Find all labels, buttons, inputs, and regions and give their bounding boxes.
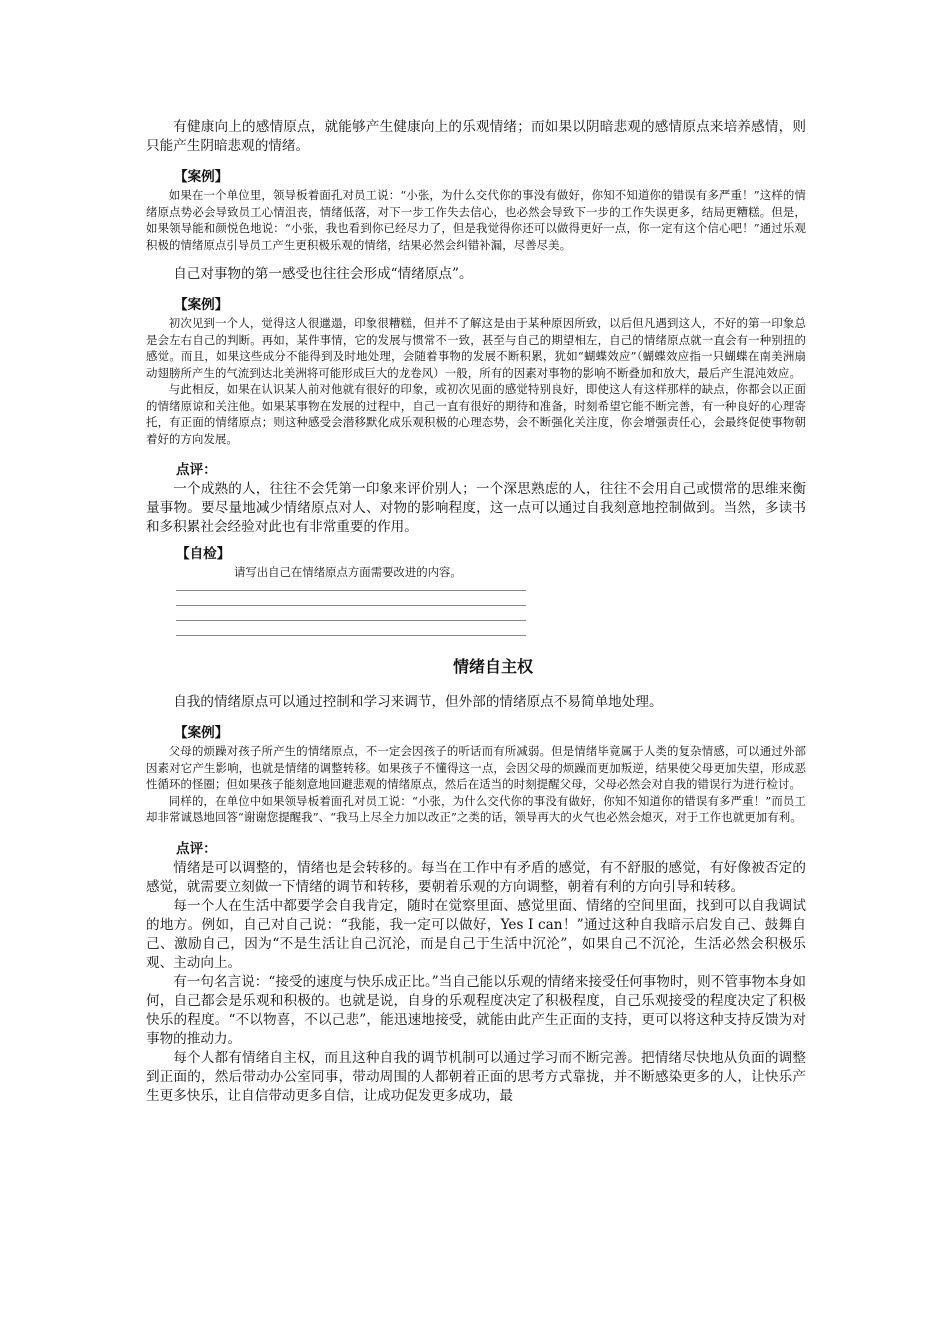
case-paragraph: 初次见到一个人，觉得这人很邋遢，印象很糟糕，但并不了解这是由于某种原因所致，以后但凡遇到这人，不好的第一印象总是会左右自己的判断。再如，某件事情，它的发展与惯常不一致，甚至与自己的期望相左，自己的情绪原点就一直会有一种别扭的感觉。而且，如果这些成分不能得到及时地处理，会随着事物的发展不断积累，犹如“蝴蝶效应”（蝴蝶效应指一只蝴蝶在南美洲扇动翅膀所产生的气流到达北美洲将可能形成巨大的龙卷风）一般，所有的因素对事物的影响不断叠加和放大，最后产生混沌效应。 [146,316,806,380]
answer-lines [146,590,806,636]
case-label: 【案例】 [174,725,229,741]
section-title: 情绪自主权 [452,657,533,676]
paragraph: 自己对事物的第一感受也往往会形成“情绪原点”。 [173,266,473,282]
case-paragraph: 与此相反，如果在认识某人前对他就有很好的印象，或初次见面的感觉特别良好，即使这人有这样那样的缺点，你都会以正面的情绪原谅和关注他。如果某事物在发展的过程中，自己一直有很好的期待和准备，时刻希望它能不断完善，有一种良好的心理寄托，有正面的情绪原点；则这种感受会潜移默化成乐观积极的心理态势，会不断强化关注度，你会增强责任心，会最终促使事物朝着好的方向发展。 [146,382,806,446]
comment-paragraph: 每个人都有情绪自主权，而且这种自我的调节机制可以通过学习而不断完善。把情绪尽快地从负面的调整到正面的，然后带动办公室同事，带动周围的人都朝着正面的思考方式靠拢，并不断感染更多的人，让快乐产生更多快乐，让自信带动更多自信，让成功促发更多成功，最 [146,1049,806,1104]
case-label: 【案例】 [174,297,229,313]
answer-line [176,590,526,591]
case-paragraph: 如果在一个单位里，领导板着面孔对员工说：“小张，为什么交代你的事没有做好，你知不知道你的错误有多严重！”这样的情绪原点势必会导致员工心情沮丧，情绪低落，对下一步工作失去信心，也必然会导致下一步的工作失误更多，结局更糟糕。但是，如果领导能和颜悦色地说：“小张，我也看到你已经尽力了，但是我觉得你还可以做得更好一点，你一定有这个信心吧！”通过乐观积极的情绪原点引导员工产生更积极乐观的情绪，结果必然会纠错补漏，尽善尽美。 [146,188,806,252]
comment-paragraph: 每一个人在生活中都要学会自我肯定，随时在觉察里面、感觉里面、情绪的空间里面，找到可以自我调试的地方。例如，自己对自己说：“我能，我一定可以做好，Yes I can！”通过这种自我暗示启发自己、鼓舞自己、激励自己，因为“不是生活让自己沉沦，而是自己于生活中沉沦”，如果自己不沉沦，生活必然会积极乐观、主动向上。 [146,897,806,971]
case-label: 【案例】 [174,169,229,185]
comment-paragraph: 一个成熟的人，往往不会凭第一印象来评价别人；一个深思熟虑的人，往往不会用自己或惯常的思维来衡量事物。要尽量地减少情绪原点对人、对物的影响程度，这一点可以通过自我刻意地控制做到。当然，多读书和多积累社会经验对此也有非常重要的作用。 [146,481,806,535]
case-paragraph: 父母的烦躁对孩子所产生的情绪原点，不一定会因孩子的听话而有所减弱。但是情绪毕竟属于人类的复杂情感，可以通过外部因素对它产生影响，也就是情绪的调整转移。如果孩子不懂得这一点，会因父母的烦躁而更加叛逆，结果使父母更加失望，形成恶性循环的怪圈；但如果孩子能刻意地回避悲观的情绪原点，然后在适当的时刻提醒父母，父母必然会对自我的错误行为进行检讨。 [146,744,806,791]
document-page [146,118,806,1106]
answer-line [176,605,526,606]
answer-line [176,635,526,636]
case-paragraph: 同样的，在单位中如果领导板着面孔对员工说：“小张，为什么交代你的事没有做好，你知不知道你的错误有多严重！”而员工却非常诚恳地回答“谢谢您提醒我”、“我马上尽全力加以改正”之类的话，领导再大的火气也必然会熄灭，对于工作也就更加有利。 [146,793,806,824]
comment-label: 点评： [176,462,217,478]
paragraph: 有健康向上的感情原点，就能够产生健康向上的乐观情绪；而如果以阴暗悲观的感情原点来培养感情，则只能产生阴暗悲观的情绪。 [146,119,806,154]
comment-label: 点评： [176,840,217,857]
comment-paragraph: 情绪是可以调整的，情绪也是会转移的。每当在工作中有矛盾的感觉，有不舒服的感觉，有好像被否定的感觉，就需要立刻做一下情绪的调节和转移，要朝着乐观的方向调整，朝着有利的方向引导和转移。 [146,859,806,895]
selfcheck-label: 【自检】 [176,546,231,562]
selfcheck-prompt: 请写出自己在情绪原点方面需要改进的内容。 [234,565,462,579]
paragraph: 自我的情绪原点可以通过控制和学习来调节，但外部的情绪原点不易简单地处理。 [173,694,663,710]
comment-paragraph: 有一句名言说：“接受的速度与快乐成正比。”当自己能以乐观的情绪来接受任何事物时，则不管事物本身如何，自己都会是乐观和积极的。也就是说，自身的乐观程度决定了积极程度，自己乐观接受的程度决定了积极快乐的程度。“不以物喜，不以己悲”，能迅速地接受，就能由此产生正面的支持，更可以将这种支持反馈为对事物的推动力。 [146,973,806,1047]
answer-line [176,620,526,621]
